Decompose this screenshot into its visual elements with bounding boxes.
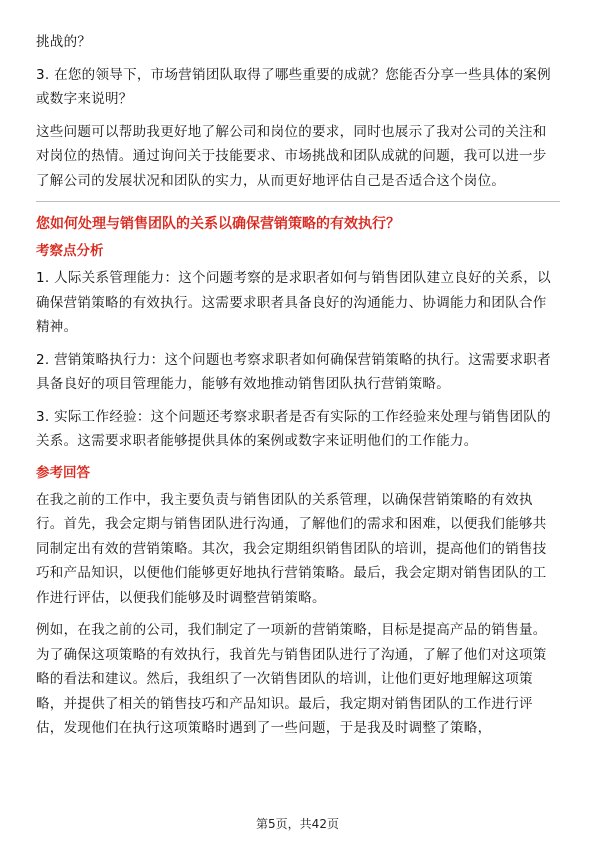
analysis-item: 2. 营销策略执行力：这个问题也考察求职者如何确保营销策略的执行。这需要求职者具备良好的项目管理能力，能够有效地推动销售团队执行营销策略。 (36, 351, 551, 392)
answer-heading: 参考回答 (36, 464, 90, 481)
answer-paragraph: 例如，在我之前的公司，我们制定了一项新的营销策略，目标是提高产品的销售量。为了确保这项策略的有效执行，我首先与销售团队进行了沟通，了解了他们对这项策略的看法和建议。然后，我组织了一次销售团队的培训，让他们更好地理解这项策略，并提供了相关的销售技巧和产品知识。最后，我定期对销售团队的工作进行评估，发现他们在执行这项策略时遇到了一些问题，于是我及时调整了策略， (36, 622, 547, 736)
page-number: 第5页，共42页 (256, 817, 339, 831)
analysis-item: 3. 实际工作经验：这个问题还考察求职者是否有实际的工作经验来处理与销售团队的关系。这需要求职者能够提供具体的案例或数字来证明他们的工作能力。 (36, 408, 551, 449)
intro-paragraph-3: 这些问题可以帮助我更好地了解公司和岗位的要求，同时也展示了我对公司的关注和对岗位的热情。通过询问关于技能要求、市场挑战和团队成就的问题，我可以进一步了解公司的发展状况和团队的实力，从而更好地评估自己是否适合这个岗位。 (36, 123, 547, 189)
intro-paragraph-2: 3. 在您的领导下，市场营销团队取得了哪些重要的成就？您能否分享一些具体的案例或数字来说明？ (36, 66, 551, 107)
section-divider (36, 201, 560, 202)
analysis-item: 1. 人际关系管理能力：这个问题考察的是求职者如何与销售团队建立良好的关系，以确保营销策略的有效执行。这需要求职者具备良好的沟通能力、协调能力和团队合作精神。 (36, 270, 551, 335)
intro-paragraph-1: 挑战的？ (36, 34, 92, 50)
page-content (36, 30, 560, 749)
answer-paragraph: 在我之前的工作中，我主要负责与销售团队的关系管理，以确保营销策略的有效执行。首先，我会定期与销售团队进行沟通，了解他们的需求和困难，以便我们能够共同制定出有效的营销策略。其次，我会定期组织销售团队的培训，提高他们的销售技巧和产品知识，以便他们能够更好地执行营销策略。最后，我会定期对销售团队的工作进行评估，以便我们能够及时调整营销策略。 (36, 491, 547, 606)
analysis-heading: 考察点分析 (36, 243, 104, 259)
question-title: 您如何处理与销售团队的关系以确保营销策略的有效执行？ (36, 216, 400, 232)
